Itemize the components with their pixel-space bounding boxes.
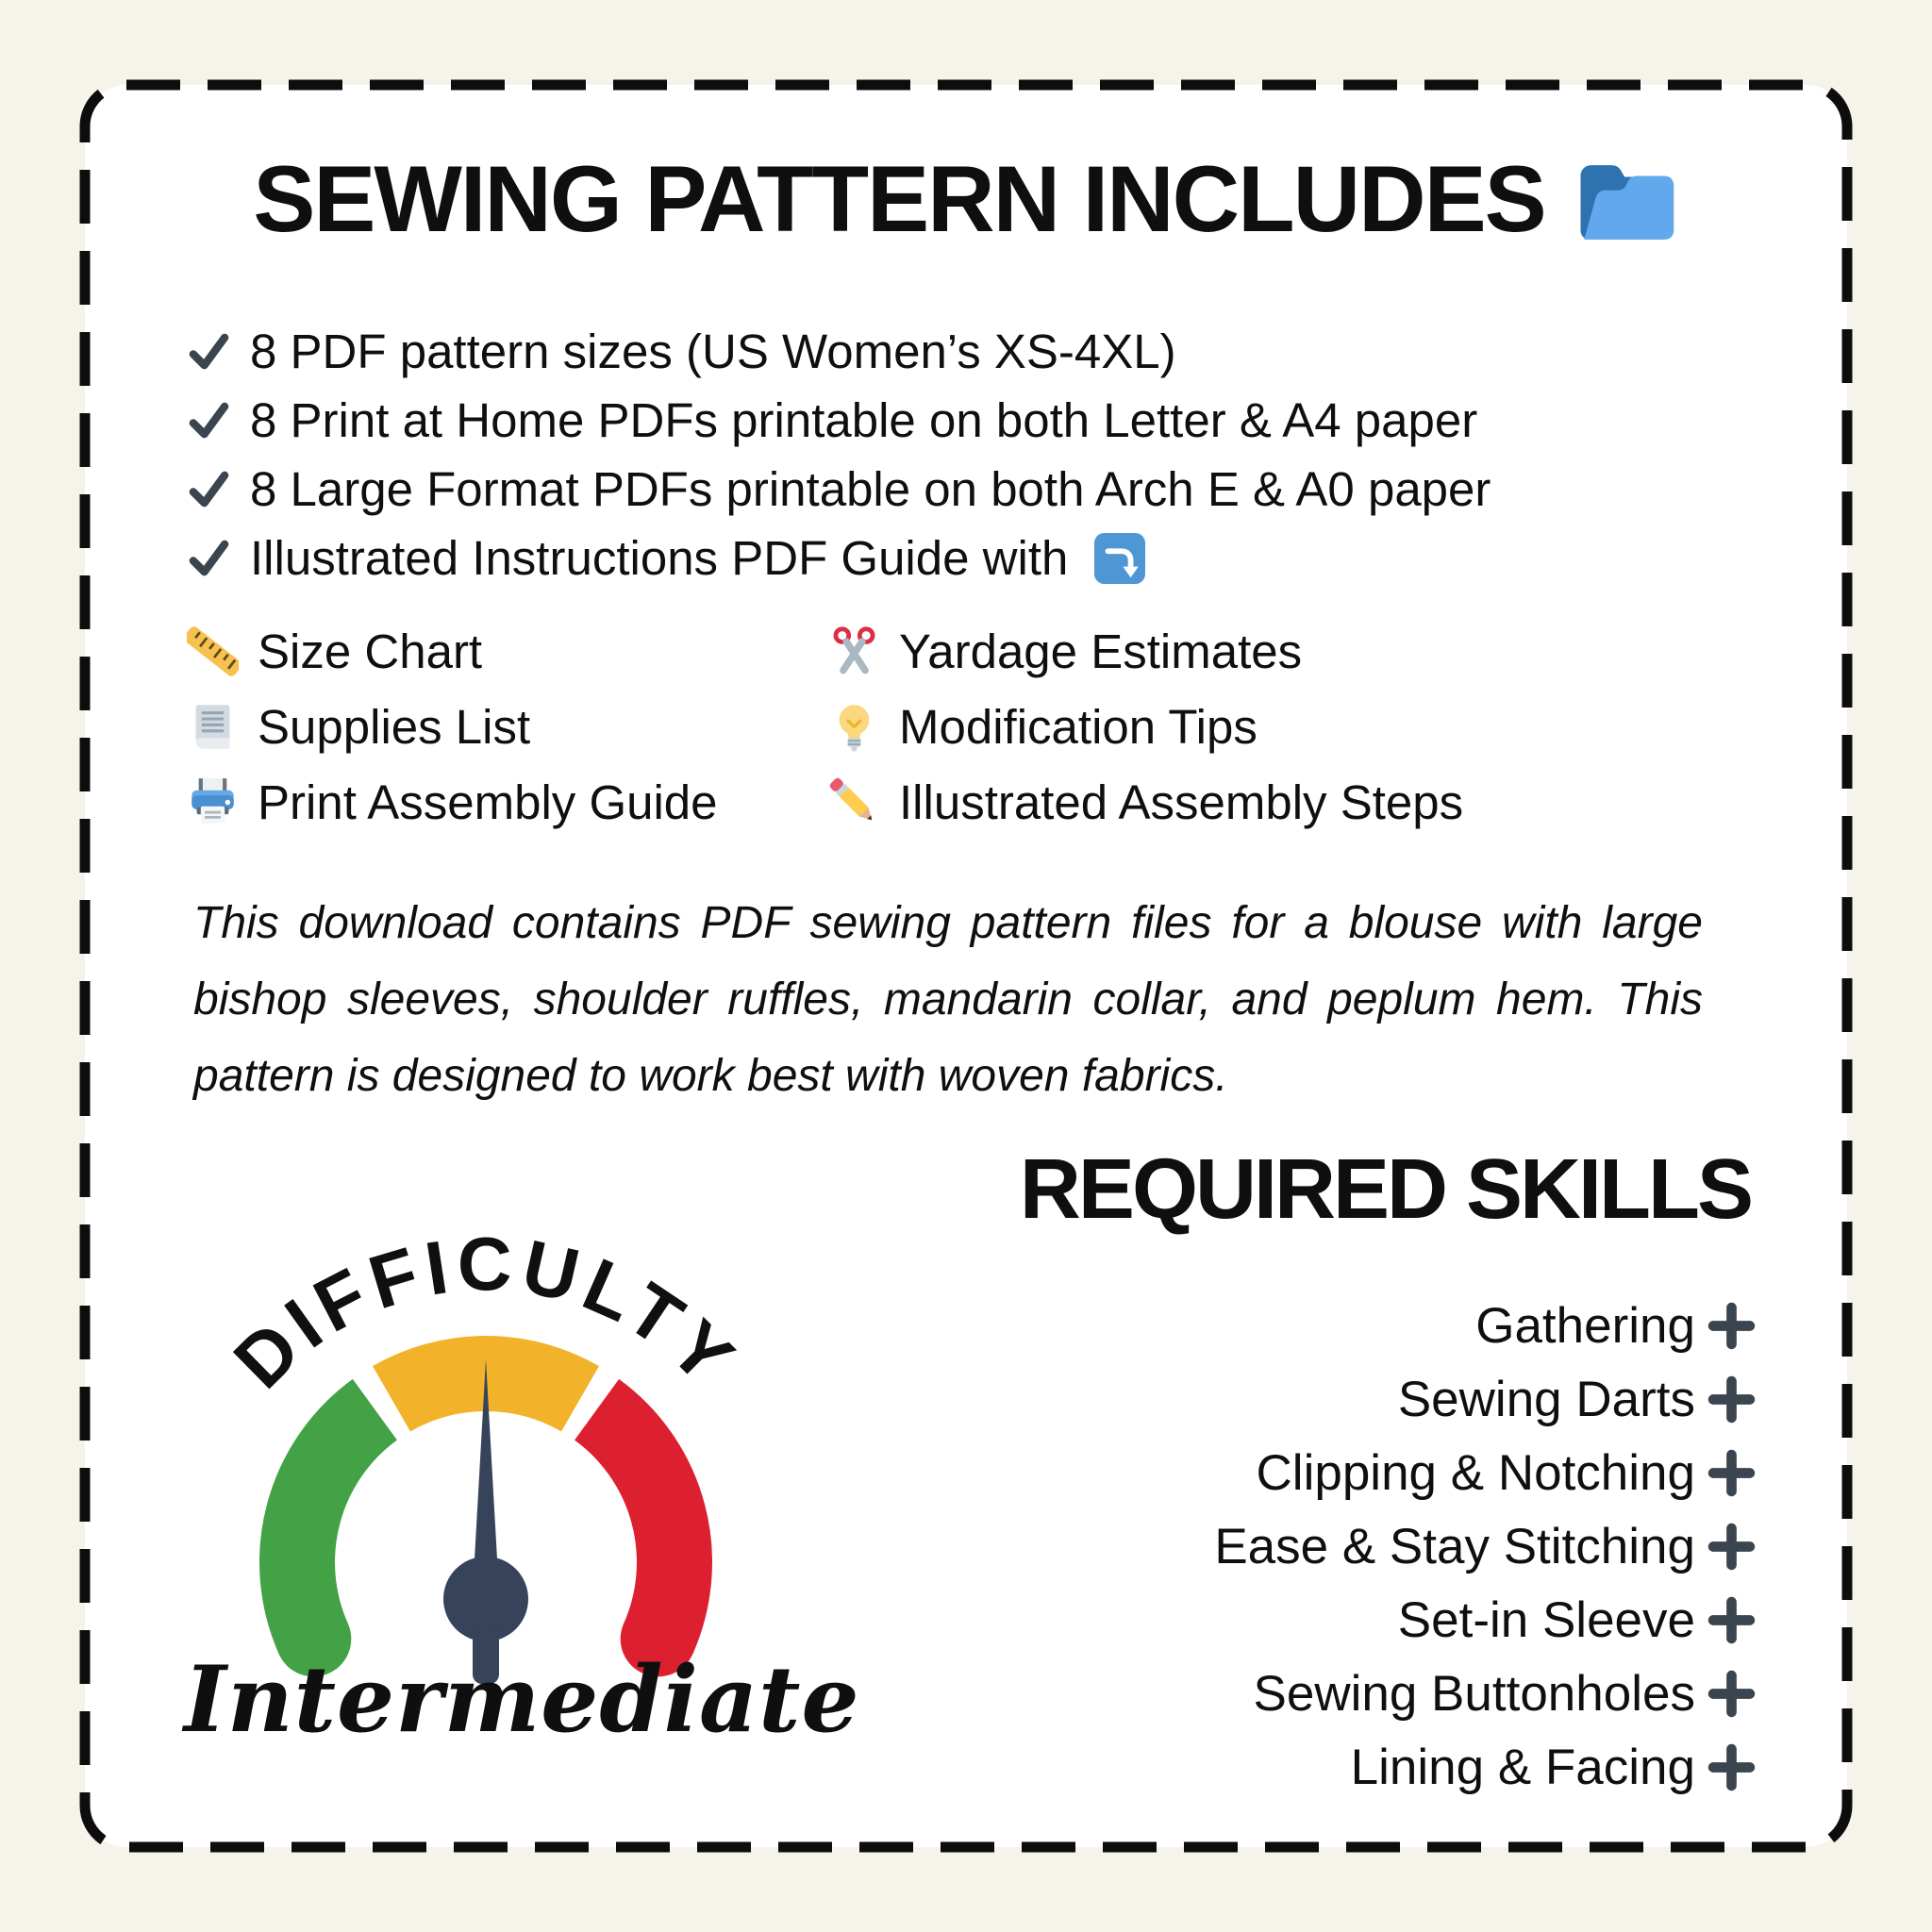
plus-icon	[1707, 1595, 1757, 1645]
difficulty-arc-label: DIFFICULTY	[218, 1222, 755, 1405]
open-folder-icon	[1572, 156, 1679, 250]
plus-icon	[1707, 1669, 1757, 1719]
skill-label: Lining & Facing	[1350, 1739, 1695, 1795]
skill-label: Gathering	[1475, 1297, 1695, 1354]
skill-label: Ease & Stay Stitching	[1214, 1518, 1695, 1574]
checklist-item	[187, 524, 1491, 592]
plus-icon	[1707, 1742, 1757, 1792]
feature-item	[187, 613, 718, 689]
feature-item	[187, 689, 718, 764]
light-bulb-icon	[828, 701, 880, 753]
difficulty-level-label: Intermediate	[184, 1646, 860, 1753]
feature-label: Supplies List	[258, 699, 531, 754]
skill-item	[1214, 1362, 1757, 1436]
skill-label: Sewing Darts	[1397, 1371, 1695, 1427]
checklist	[187, 317, 1491, 592]
feature-label: Modification Tips	[899, 699, 1257, 754]
skill-item	[1214, 1730, 1757, 1804]
feature-item	[187, 764, 718, 840]
checklist-item-label: 8 PDF pattern sizes (US Women’s XS-4XL)	[250, 325, 1176, 378]
plus-icon	[1707, 1374, 1757, 1424]
skill-item	[1214, 1289, 1757, 1362]
checklist-item	[187, 317, 1491, 386]
checklist-item-label: Illustrated Instructions PDF Guide with	[250, 531, 1069, 585]
feature-item	[828, 613, 1463, 689]
feature-column-left	[187, 613, 718, 840]
feature-label: Illustrated Assembly Steps	[899, 774, 1464, 829]
check-icon	[187, 536, 231, 580]
checklist-item	[187, 455, 1491, 524]
skill-item	[1214, 1509, 1757, 1583]
description-text: This download contains PDF sewing pattern files for a blouse with large bishop sleeves, shoulder ruffles, mandarin collar, and peplum hem. This pattern is designed to work best with woven fabrics.	[193, 898, 1703, 1101]
checklist-item	[187, 386, 1491, 455]
feature-label: Print Assembly Guide	[258, 774, 718, 829]
skill-item	[1214, 1583, 1757, 1657]
skills-list	[1214, 1289, 1757, 1804]
arrow-curving-down-icon	[1094, 533, 1145, 584]
checklist-item-label: 8 Print at Home PDFs printable on both Letter & A4 paper	[250, 393, 1478, 447]
feature-label: Yardage Estimates	[899, 624, 1303, 678]
plus-icon	[1707, 1448, 1757, 1498]
title-row	[85, 140, 1847, 258]
check-icon	[187, 467, 231, 511]
feature-column-right	[828, 613, 1463, 840]
plus-icon	[1707, 1301, 1757, 1351]
receipt-icon	[187, 701, 239, 753]
page-title: SEWING PATTERN INCLUDES	[253, 145, 1545, 251]
ruler-icon	[187, 625, 239, 677]
pencil-icon	[828, 776, 880, 828]
feature-item	[828, 689, 1463, 764]
skill-label: Sewing Buttonholes	[1253, 1665, 1695, 1722]
difficulty-gauge	[184, 1210, 860, 1833]
plus-icon	[1707, 1522, 1757, 1572]
skill-label: Clipping & Notching	[1256, 1444, 1695, 1501]
check-icon	[187, 329, 231, 374]
skill-item	[1214, 1436, 1757, 1509]
check-icon	[187, 398, 231, 442]
skill-label: Set-in Sleeve	[1397, 1591, 1695, 1648]
feature-item	[828, 764, 1463, 840]
skills-title: REQUIRED SKILLS	[1019, 1142, 1751, 1237]
checklist-item-label: 8 Large Format PDFs printable on both Arch E & A0 paper	[250, 462, 1491, 516]
printer-icon	[187, 776, 239, 828]
skill-item	[1214, 1657, 1757, 1730]
feature-label: Size Chart	[258, 624, 483, 678]
scissors-icon	[828, 625, 880, 677]
